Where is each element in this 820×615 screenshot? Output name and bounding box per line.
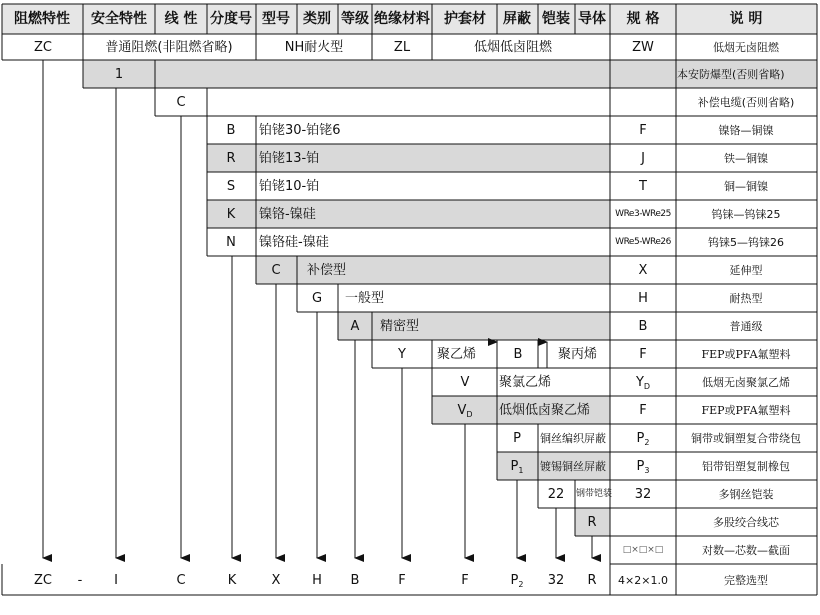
sheath-name: 聚氯乙烯	[499, 375, 552, 390]
thermo-spec: F	[639, 123, 647, 138]
thermo-spec: T	[639, 179, 647, 194]
header-grade: 等级	[341, 11, 369, 27]
code-intrinsic-safe: 1	[114, 67, 124, 82]
thermo-code: K	[226, 207, 236, 222]
thermo-desc: 铜—铜镍	[724, 180, 768, 193]
shield-name: 铜丝编织屏蔽	[540, 432, 606, 445]
thermo-name: 铂铑13-铂	[259, 151, 320, 166]
thermo-name: 铂铑10-铂	[259, 179, 320, 194]
final-code: 32	[547, 573, 565, 588]
category-code: G	[311, 291, 323, 306]
code-compensation-cable: C	[176, 95, 186, 110]
header-sheath: 护套材	[444, 11, 486, 27]
insulation-code: Y	[398, 347, 406, 362]
header-description: 说 明	[729, 11, 763, 27]
insulation-name-2: 聚丙烯	[558, 347, 598, 362]
thermo-desc: 钨铼—钨铼25	[711, 208, 781, 221]
sheath-code-main: V	[457, 403, 467, 418]
sheath-code-sub: D	[466, 410, 473, 419]
shield-spec	[637, 460, 650, 475]
header-spec: 规 格	[626, 11, 660, 27]
final-code: C	[176, 573, 186, 588]
header-insulation: 绝缘材料	[374, 11, 430, 27]
shield-name: 镀锡铜丝屏蔽	[540, 460, 606, 473]
insulation-code-2: B	[513, 347, 523, 362]
final-code-sub: 2	[518, 580, 524, 589]
model-name: 补偿型	[307, 263, 347, 278]
insulation-desc: FEP或PFA氟塑料	[701, 348, 791, 361]
formula-placeholder: □×□×□	[622, 545, 664, 555]
spec-zw: ZW	[632, 40, 654, 55]
normal-flame-text: 普通阻燃(非阻燃省略)	[105, 40, 233, 55]
conductor-desc: 多股绞合线芯	[713, 516, 779, 529]
sheath-desc: FEP或PFA氟塑料	[701, 404, 791, 417]
final-code: R	[587, 573, 597, 588]
final-code	[511, 574, 524, 589]
sheath-spec: F	[639, 403, 647, 418]
formula-desc: 对数—芯数—截面	[702, 544, 790, 557]
code-zl: ZL	[393, 40, 411, 55]
armor-desc: 多钢丝铠装	[718, 488, 774, 501]
shield-spec-sub: 2	[644, 438, 650, 447]
model-code: C	[271, 263, 281, 278]
sheath-code	[457, 404, 472, 419]
final-code-main: P	[510, 573, 519, 588]
thermo-name: 镍铬-镍硅	[259, 207, 316, 222]
model-spec: X	[638, 263, 648, 278]
shield-code-sub: 1	[518, 466, 524, 475]
final-code: X	[271, 573, 281, 588]
model-desc: 延伸型	[729, 264, 763, 277]
final-code: H	[312, 573, 322, 588]
header-armor: 铠装	[542, 11, 570, 27]
desc-intrinsic-safe: 本安防爆型(否则省略)	[677, 68, 785, 81]
shield-spec	[637, 432, 650, 447]
thermo-desc: 铁—铜镍	[724, 152, 768, 165]
shield-desc: 铜带或铜塑复合带绕包	[691, 432, 801, 445]
header-shield: 屏蔽	[503, 11, 531, 27]
thermo-spec: WRe3-WRe25	[615, 209, 671, 219]
final-code: -	[77, 573, 83, 588]
header-category: 类别	[303, 11, 331, 27]
thermo-name: 镍铬硅-镍硅	[259, 235, 329, 250]
grade-spec: B	[638, 319, 648, 334]
header-flame-retardant: 阻燃特性	[14, 11, 70, 27]
desc-zw: 低烟无卤阻燃	[713, 41, 779, 54]
grade-desc: 普通级	[729, 320, 763, 333]
shield-spec-main: P	[636, 459, 645, 474]
final-code: I	[114, 573, 118, 588]
conductor-code: R	[587, 515, 597, 530]
shield-spec-sub: 3	[644, 466, 650, 475]
shield-desc: 铝带铝塑复制橡包	[702, 460, 790, 473]
category-name: 一般型	[345, 291, 385, 306]
shield-spec-main: P	[636, 431, 645, 446]
thermo-spec: J	[641, 151, 645, 166]
header-conductor: 导体	[578, 11, 606, 27]
insulation-name: 聚乙烯	[437, 347, 477, 362]
grade-code: A	[350, 319, 360, 334]
header-grading: 分度号	[210, 11, 252, 27]
insulation-spec: F	[639, 347, 647, 362]
final-code: F	[461, 573, 469, 588]
low-halogen-text: 低烟低卤阻燃	[474, 40, 553, 55]
final-code: F	[398, 573, 406, 588]
category-desc: 耐热型	[729, 292, 763, 305]
sheath-spec-main: Y	[635, 375, 644, 390]
final-code: ZC	[34, 573, 52, 588]
sheath-name: 低烟低卤聚乙烯	[499, 403, 591, 418]
header-model: 型号	[262, 11, 290, 27]
header-line: 线 性	[164, 11, 198, 27]
thermo-code: S	[226, 179, 236, 194]
thermo-code: R	[226, 151, 236, 166]
category-spec: H	[638, 291, 648, 306]
nh-fire-resistant-text: NH耐火型	[284, 40, 344, 55]
armor-name: 钢带铠装	[576, 489, 613, 499]
thermo-name: 铂铑30-铂铑6	[259, 123, 341, 138]
grade-name: 精密型	[380, 319, 420, 334]
armor-spec: 32	[634, 487, 652, 502]
final-code: B	[350, 573, 360, 588]
thermo-spec: WRe5-WRe26	[615, 237, 671, 247]
thermo-desc: 钨铼5—钨铼26	[708, 236, 784, 249]
shield-code	[511, 460, 524, 475]
sheath-code: V	[460, 375, 470, 390]
armor-code: 22	[547, 487, 565, 502]
sheath-spec-sub: D	[643, 382, 651, 391]
final-desc: 完整选型	[724, 574, 768, 587]
shield-code-main: P	[510, 459, 519, 474]
header-safety: 安全特性	[91, 11, 147, 27]
sheath-desc: 低烟无卤聚氯乙烯	[702, 376, 790, 389]
thermo-desc: 镍铬—铜镍	[718, 124, 774, 137]
final-code: K	[227, 573, 237, 588]
thermo-code: B	[226, 123, 236, 138]
shield-code: P	[513, 431, 521, 446]
sheath-spec	[636, 376, 650, 391]
desc-compensation-cable: 补偿电缆(否则省略)	[697, 96, 795, 109]
thermo-code: N	[226, 235, 236, 250]
code-zc: ZC	[34, 40, 52, 55]
final-size: 4×2×1.0	[618, 574, 668, 587]
